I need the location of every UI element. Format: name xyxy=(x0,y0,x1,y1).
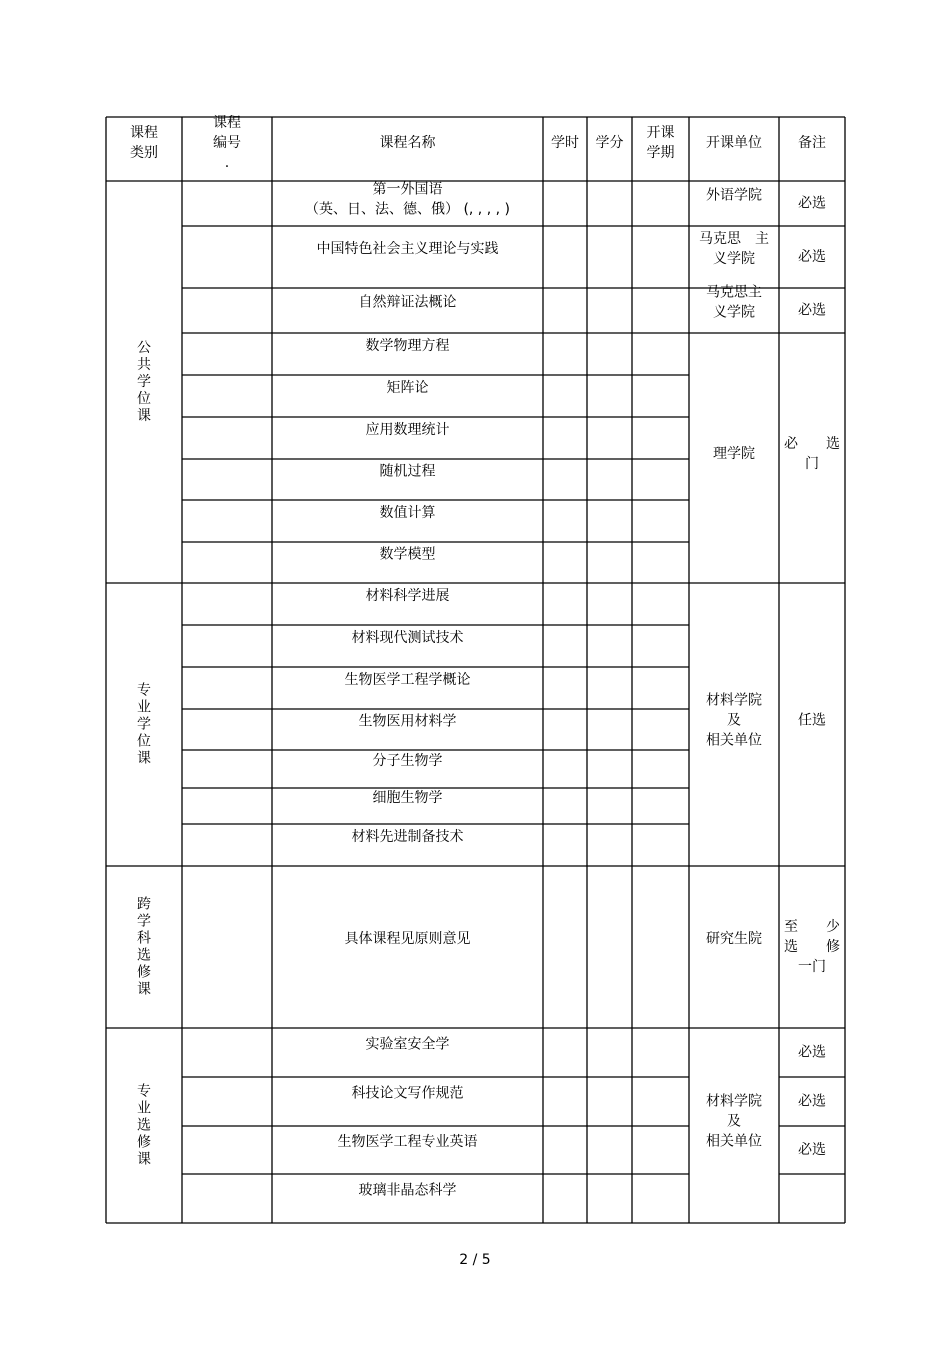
course-name: 矩阵论 xyxy=(386,380,429,396)
course-name: 分子生物学 xyxy=(372,753,443,769)
course-name: 材料先进制备技术 xyxy=(351,829,464,845)
offering-unit: 理学院 xyxy=(713,446,755,462)
course-name: 生物医用材料学 xyxy=(358,713,457,730)
offering-unit: 马克思 主义学院 xyxy=(699,231,769,267)
course-category-label: 公共学位课 xyxy=(137,340,151,424)
remark: 必选 xyxy=(798,1093,826,1110)
remark: 至 少选 修一门 xyxy=(784,919,840,975)
header-hours: 学时 xyxy=(551,135,579,151)
offering-unit: 马克思主义学院 xyxy=(706,284,762,321)
header-note: 备注 xyxy=(798,135,826,151)
course-name: 生物医学工程学概论 xyxy=(344,672,471,688)
header-semester: 开课学期 xyxy=(646,125,675,161)
header-credits: 学分 xyxy=(595,135,624,151)
offering-unit: 材料学院及相关单位 xyxy=(706,1093,762,1150)
course-name: 玻璃非晶态科学 xyxy=(358,1182,457,1199)
course-category-label: 专业学位课 xyxy=(137,682,151,767)
course-name: 第一外国语（英、日、法、德、俄） (, , , , ) xyxy=(305,181,510,218)
header-category: 课程类别 xyxy=(130,125,158,161)
course-name: 数学物理方程 xyxy=(365,338,450,354)
page-number: 2 / 5 xyxy=(459,1252,491,1268)
remark: 必选 xyxy=(798,1142,826,1158)
course-name: 材料科学进展 xyxy=(365,588,450,604)
course-name: 数值计算 xyxy=(379,505,436,521)
remark: 必选 xyxy=(798,302,826,319)
course-name: 随机过程 xyxy=(379,463,436,480)
course-name: 中国特色社会主义理论与实践 xyxy=(316,241,499,257)
course-name: 具体课程见原则意见 xyxy=(344,931,471,947)
course-name: 数学模型 xyxy=(379,546,436,563)
header-unit: 开课单位 xyxy=(706,135,762,151)
offering-unit: 材料学院及相关单位 xyxy=(706,692,762,749)
course-name: 材料现代测试技术 xyxy=(351,630,464,646)
course-name: 科技论文写作规范 xyxy=(351,1085,464,1102)
course-category-label: 跨学科选修课 xyxy=(137,896,151,998)
remark: 任选 xyxy=(798,712,826,729)
remark: 必选 xyxy=(798,1044,826,1061)
offering-unit: 研究生院 xyxy=(706,931,762,947)
course-name: 生物医学工程专业英语 xyxy=(337,1134,478,1150)
remark: 必选 xyxy=(798,195,826,212)
course-name: 自然辩证法概论 xyxy=(358,294,457,311)
course-category-label: 专业选修课 xyxy=(137,1083,151,1168)
header-code: 课程编号. xyxy=(213,115,241,171)
remark: 必 选门 xyxy=(784,436,840,472)
course-name: 实验室安全学 xyxy=(365,1036,450,1053)
course-name: 细胞生物学 xyxy=(372,790,443,806)
header-course-name: 课程名称 xyxy=(379,135,436,151)
remark: 必选 xyxy=(798,249,826,265)
course-name: 应用数理统计 xyxy=(365,422,450,438)
offering-unit: 外语学院 xyxy=(706,187,762,204)
